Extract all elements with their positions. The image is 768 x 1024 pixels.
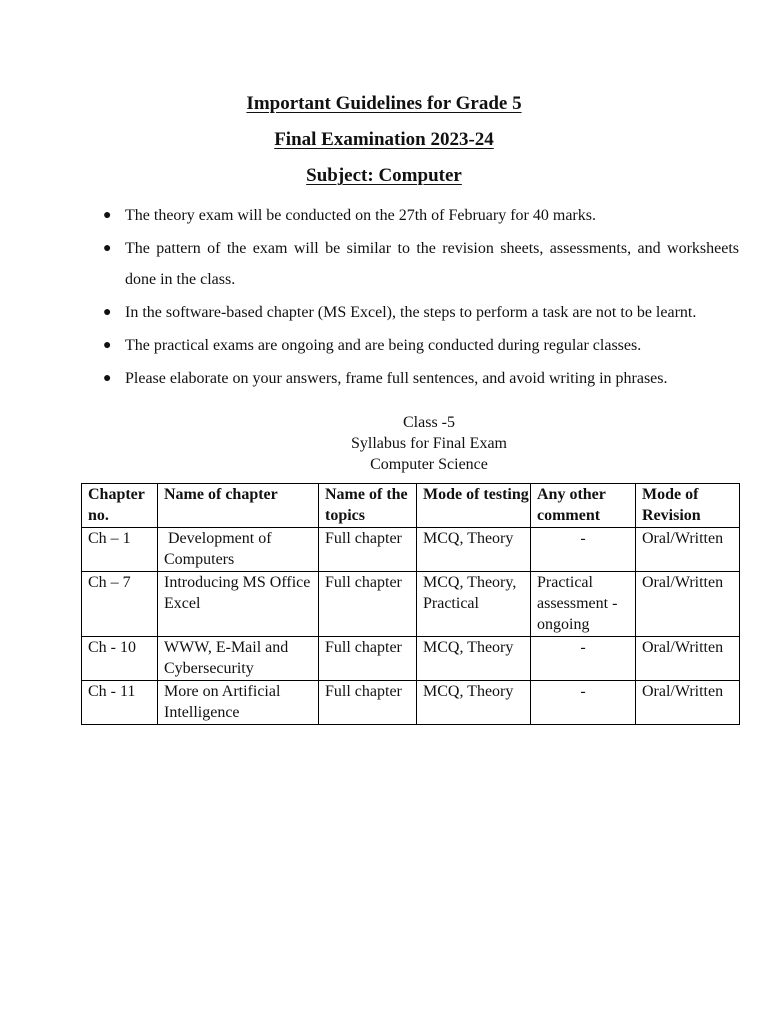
cell-chapter-no: Ch - 11 (82, 681, 158, 725)
guideline-item (103, 363, 739, 394)
guidelines-list (103, 200, 739, 396)
syllabus-table (81, 483, 740, 725)
cell-comment: - (531, 637, 636, 681)
guideline-text: The theory exam will be conducted on the 27th of February for 40 marks. (125, 207, 596, 224)
header-chapter-no: Chapter no. (82, 484, 158, 528)
table-header-row (82, 484, 740, 528)
bullet-icon: ● (103, 371, 112, 386)
cell-chapter-name: WWW, E-Mail and Cybersecurity (158, 637, 319, 681)
table-caption-syllabus: Syllabus for Final Exam (351, 435, 507, 452)
guideline-item (103, 233, 739, 295)
guideline-item (103, 297, 739, 328)
cell-mode-of-testing: MCQ, Theory, Practical (417, 572, 531, 637)
cell-topics: Full chapter (319, 528, 417, 572)
table-caption-class: Class -5 (403, 414, 455, 431)
guideline-item (103, 330, 739, 361)
cell-mode-of-testing: MCQ, Theory (417, 637, 531, 681)
table-row (82, 572, 740, 637)
cell-comment: - (531, 681, 636, 725)
bullet-icon: ● (103, 241, 112, 256)
subject-heading: Subject: Computer (306, 165, 462, 186)
header-topics: Name of the topics (319, 484, 417, 528)
title-heading: Important Guidelines for Grade 5 (246, 93, 522, 114)
cell-mode-of-revision: Oral/Written (636, 528, 740, 572)
guideline-item (103, 200, 739, 231)
guideline-text: In the software-based chapter (MS Excel), the steps to perform a task are not to be learnt. (125, 304, 697, 321)
cell-topics: Full chapter (319, 572, 417, 637)
cell-comment: Practical assessment - ongoing (531, 572, 636, 637)
cell-mode-of-testing: MCQ, Theory (417, 528, 531, 572)
cell-mode-of-revision: Oral/Written (636, 572, 740, 637)
guideline-text: The pattern of the exam will be similar to the revision sheets, assessments, and worksheets done in the class. (125, 240, 739, 288)
cell-comment: - (531, 528, 636, 572)
guideline-text: Please elaborate on your answers, frame full sentences, and avoid writing in phrases. (125, 370, 668, 387)
cell-topics: Full chapter (319, 681, 417, 725)
bullet-icon: ● (103, 338, 112, 353)
table-row (82, 681, 740, 725)
cell-chapter-no: Ch – 7 (82, 572, 158, 637)
bullet-icon: ● (103, 208, 112, 223)
cell-mode-of-testing: MCQ, Theory (417, 681, 531, 725)
cell-chapter-no: Ch - 10 (82, 637, 158, 681)
exam-heading: Final Examination 2023-24 (274, 129, 494, 150)
header-comment: Any other comment (531, 484, 636, 528)
bullet-icon: ● (103, 305, 112, 320)
table-row (82, 528, 740, 572)
cell-topics: Full chapter (319, 637, 417, 681)
cell-mode-of-revision: Oral/Written (636, 681, 740, 725)
header-chapter-name: Name of chapter (158, 484, 319, 528)
guideline-text: The practical exams are ongoing and are being conducted during regular classes. (125, 337, 642, 354)
cell-chapter-no: Ch – 1 (82, 528, 158, 572)
cell-chapter-name: Development of Computers (158, 528, 319, 572)
header-mode-of-revision: Mode of Revision (636, 484, 740, 528)
cell-mode-of-revision: Oral/Written (636, 637, 740, 681)
table-caption-subject: Computer Science (370, 456, 488, 473)
table-row (82, 637, 740, 681)
header-mode-of-testing: Mode of testing (417, 484, 531, 528)
cell-chapter-name: More on Artificial Intelligence (158, 681, 319, 725)
cell-chapter-name: Introducing MS Office Excel (158, 572, 319, 637)
